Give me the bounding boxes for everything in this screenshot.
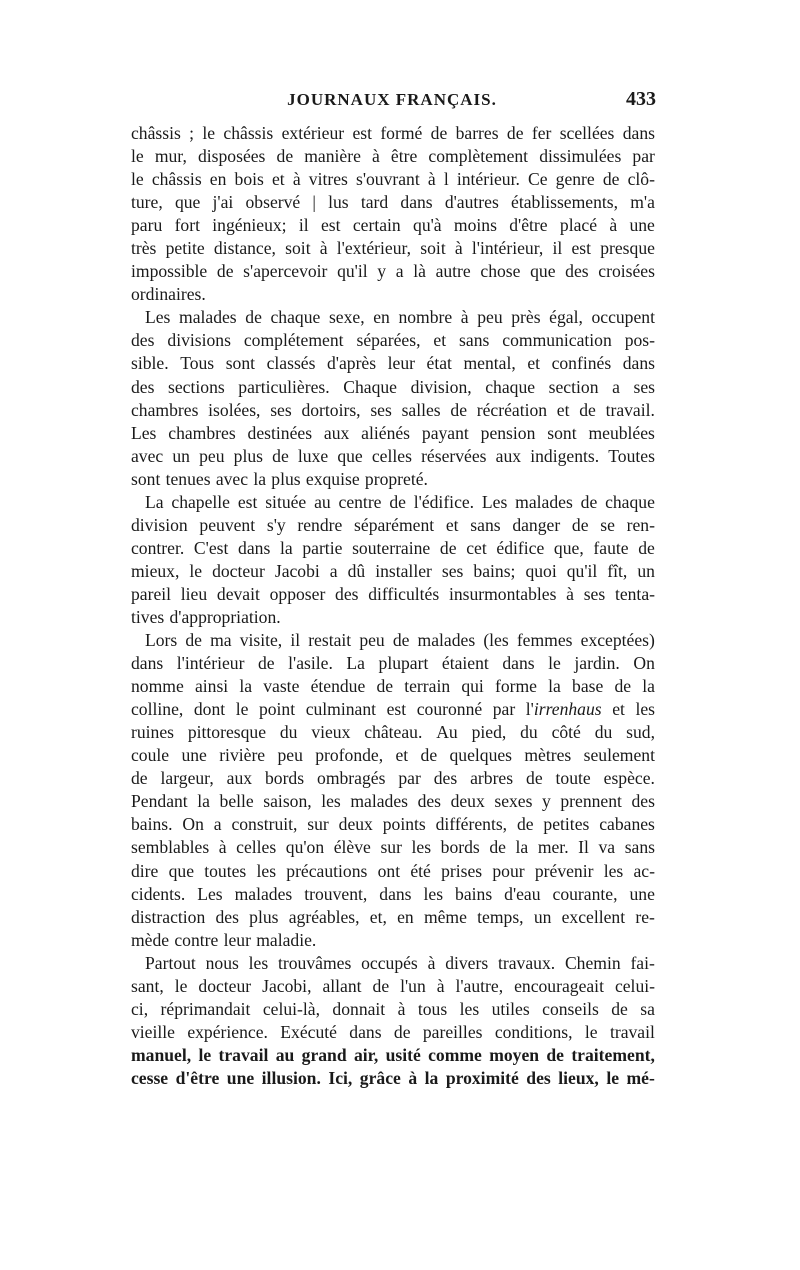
text-line: paru fort ingénieux; il est certain qu'à moins d'être placé à une	[131, 215, 655, 236]
text-line: La chapelle est située au centre de l'édifice. Les malades de chaque	[145, 491, 655, 512]
text-line: le mur, disposées de manière à être complètement dissimulées par	[131, 146, 655, 167]
text-line: impossible de s'apercevoir qu'il y a là autre chose que des croisées	[131, 261, 655, 282]
text-line: dire que toutes les précautions ont été prises pour prévenir les ac-	[131, 860, 655, 881]
text-line: manuel, le travail au grand air, usité comme moyen de traitement,	[131, 1044, 655, 1065]
text-line: ture, que j'ai observé | lus tard dans d'autres établissements, m'a	[131, 192, 655, 213]
text-line: des divisions complétement séparées, et sans communication pos-	[131, 330, 655, 351]
text-line: avec un peu plus de luxe que celles réservées aux indigents. Toutes	[131, 445, 655, 466]
text-line: Lors de ma visite, il restait peu de malades (les femmes exceptées)	[145, 630, 655, 651]
text-line: tives d'appropriation.	[131, 606, 281, 627]
text-line: colline, dont le point culminant est couronné par l'irrenhaus et les	[131, 699, 655, 720]
text-line: sible. Tous sont classés d'après leur état mental, et confinés dans	[131, 353, 655, 374]
text-line: le châssis en bois et à vitres s'ouvrant à l intérieur. Ce genre de clô-	[131, 169, 655, 190]
running-title: JOURNAUX FRANÇAIS.	[287, 90, 497, 109]
text-line: châssis ; le châssis extérieur est formé de barres de fer scellées dans	[131, 123, 655, 143]
text-line: des sections particulières. Chaque division, chaque section a ses	[131, 376, 655, 397]
text-line: Les malades de chaque sexe, en nombre à peu près égal, occupent	[145, 307, 655, 328]
page-number: 433	[626, 88, 656, 110]
text-line: ruines pittoresque du vieux château. Au pied, du côté du sud,	[131, 722, 655, 743]
text-line: de largeur, aux bords ombragés par des arbres de toute espèce.	[131, 768, 655, 789]
body-text	[131, 122, 655, 1090]
running-head	[128, 90, 656, 114]
text-line: contrer. C'est dans la partie souterraine de cet édifice que, faute de	[131, 537, 655, 558]
text-line: Partout nous les trouvâmes occupés à divers travaux. Chemin fai-	[145, 952, 655, 973]
text-line: distraction des plus agréables, et, en même temps, un excellent re-	[131, 906, 655, 927]
text-line: semblables à celles qu'on élève sur les bords de la mer. Il va sans	[131, 837, 655, 858]
text-line: dans l'intérieur de l'asile. La plupart étaient dans le jardin. On	[131, 653, 655, 674]
text-line: pareil lieu devait opposer des difficultés insurmontables à ses tenta-	[131, 583, 655, 604]
text-line: division peuvent s'y rendre séparément et sans danger de se ren-	[131, 514, 655, 535]
text-line: Pendant la belle saison, les malades des deux sexes y prennent des	[131, 791, 655, 812]
text-line: sont tenues avec la plus exquise propreté.	[131, 468, 428, 489]
text-line: bains. On a construit, sur deux points différents, de petites cabanes	[131, 814, 655, 835]
text-line: sant, le docteur Jacobi, allant de l'un à l'autre, encourageait celui-	[131, 975, 655, 996]
text-line: vieille expérience. Exécuté dans de pareilles conditions, le travail	[131, 1021, 655, 1042]
text-line: mieux, le docteur Jacobi a dû installer ses bains; quoi qu'il fît, un	[131, 560, 655, 581]
text-line: très petite distance, soit à l'extérieur, soit à l'intérieur, il est presque	[131, 238, 655, 259]
text-line: ordinaires.	[131, 284, 206, 305]
text-line: Les chambres destinées aux aliénés payant pension sont meublées	[131, 422, 655, 443]
text-line: chambres isolées, ses dortoirs, ses salles de récréation et de travail.	[131, 399, 655, 420]
text-line: cesse d'être une illusion. Ici, grâce à la proximité des lieux, le mé-	[131, 1067, 655, 1088]
text-line: cidents. Les malades trouvent, dans les bains d'eau courante, une	[131, 883, 655, 904]
text-line: mède contre leur maladie.	[131, 929, 317, 950]
text-line: nomme ainsi la vaste étendue de terrain qui forme la base de la	[131, 676, 655, 697]
text-line: coule une rivière peu profonde, et de quelques mètres seulement	[131, 745, 655, 766]
text-line: ci, réprimandait celui-là, donnait à tous les utiles conseils de sa	[131, 998, 655, 1019]
